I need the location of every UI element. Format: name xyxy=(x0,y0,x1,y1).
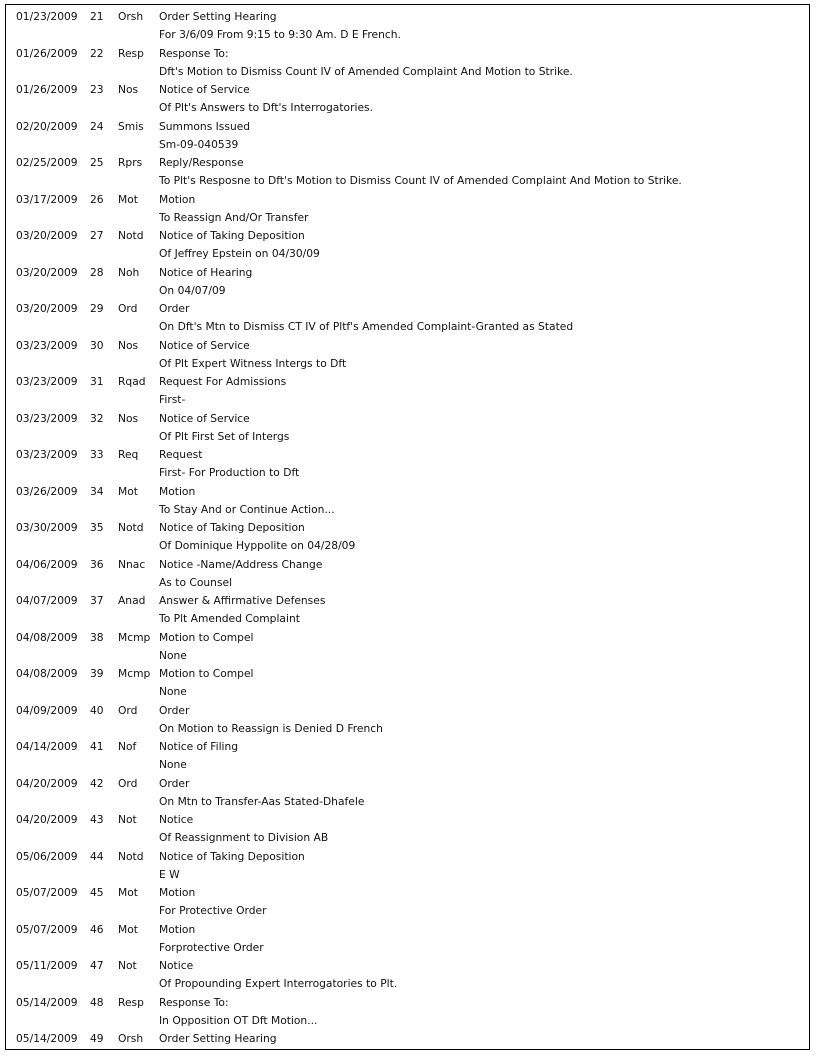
entry-number: 22 xyxy=(90,46,104,60)
entry-date: 05/14/2009 xyxy=(16,1032,78,1045)
docket-entry xyxy=(6,556,809,593)
entry-detail: To Plt Amended Complaint xyxy=(159,612,300,626)
entry-number: 44 xyxy=(90,849,104,863)
entry-description: Notice -Name/Address Change xyxy=(159,557,323,571)
entry-detail-line xyxy=(6,428,809,446)
entry-main-line xyxy=(6,848,809,866)
entry-detail: On Motion to Reassign is Denied D French xyxy=(159,721,383,735)
docket-entry xyxy=(6,300,809,337)
entry-main-line xyxy=(6,483,809,501)
entry-detail: Of Plt Expert Witness Intergs to Dft xyxy=(159,356,347,370)
entry-main-line xyxy=(6,519,809,537)
entry-detail-line xyxy=(6,720,809,738)
entry-main-line xyxy=(6,702,809,720)
entry-date: 05/14/2009 xyxy=(16,995,78,1009)
entry-code: Ord xyxy=(118,703,138,717)
entry-date: 04/08/2009 xyxy=(16,630,78,644)
entry-number: 30 xyxy=(90,338,104,352)
entry-detail-line xyxy=(6,99,809,117)
entry-number: 29 xyxy=(90,302,104,315)
entry-date: 01/26/2009 xyxy=(16,46,78,60)
entry-code: Notd xyxy=(118,521,144,534)
entry-detail-line xyxy=(6,318,809,336)
entry-detail: Of Reassignment to Division AB xyxy=(159,831,329,845)
docket-entry xyxy=(6,118,809,155)
docket-entry xyxy=(6,81,809,118)
entry-detail: On 04/07/09 xyxy=(159,283,226,297)
entry-detail: Dft's Motion to Dismiss Count IV of Amended Complaint And Motion to Strike. xyxy=(159,64,573,78)
entry-date: 03/23/2009 xyxy=(16,448,78,461)
entry-code: Notd xyxy=(118,849,144,863)
entry-code: Resp xyxy=(118,995,144,1009)
entry-date: 05/11/2009 xyxy=(16,959,78,972)
entry-date: 04/20/2009 xyxy=(16,776,78,790)
entry-description: Motion xyxy=(159,922,196,936)
entry-date: 04/20/2009 xyxy=(16,813,78,826)
docket-entry xyxy=(6,373,809,410)
docket-entry xyxy=(6,8,809,45)
entry-description: Notice of Filing xyxy=(159,740,239,753)
docket-entry xyxy=(6,1030,809,1048)
entry-code: Orsh xyxy=(118,1032,144,1045)
entry-number: 37 xyxy=(90,594,104,607)
entry-number: 25 xyxy=(90,156,104,169)
entry-number: 38 xyxy=(90,630,104,644)
entry-detail: Of Dominique Hyppolite on 04/28/09 xyxy=(159,539,356,553)
entry-number: 32 xyxy=(90,411,104,425)
entry-code: Ord xyxy=(118,302,138,315)
entry-detail-line xyxy=(6,975,809,993)
docket-entry xyxy=(6,665,809,702)
entry-main-line xyxy=(6,629,809,647)
docket-entry xyxy=(6,154,809,191)
entry-date: 03/17/2009 xyxy=(16,192,78,206)
entry-detail-line xyxy=(6,209,809,227)
entry-detail-line xyxy=(6,902,809,920)
entry-detail: Of Jeffrey Epstein on 04/30/09 xyxy=(159,247,320,261)
entry-code: Noh xyxy=(118,265,140,279)
entry-detail-line xyxy=(6,829,809,847)
entry-date: 04/08/2009 xyxy=(16,667,78,680)
entry-detail-line xyxy=(6,683,809,701)
entry-number: 24 xyxy=(90,119,104,133)
entry-description: Order xyxy=(159,703,190,717)
docket-list xyxy=(6,8,809,1048)
entry-detail: None xyxy=(159,648,187,662)
entry-date: 05/07/2009 xyxy=(16,922,78,936)
entry-main-line xyxy=(6,373,809,391)
entry-detail: First- xyxy=(159,393,186,407)
entry-main-line xyxy=(6,1030,809,1048)
entry-detail-line xyxy=(6,172,809,190)
entry-number: 26 xyxy=(90,192,104,206)
docket-entry xyxy=(6,337,809,374)
docket-entry xyxy=(6,483,809,520)
entry-detail-line xyxy=(6,245,809,263)
entry-main-line xyxy=(6,8,809,26)
entry-detail: To Reassign And/Or Transfer xyxy=(159,210,309,224)
entry-code: Orsh xyxy=(118,10,144,23)
entry-number: 42 xyxy=(90,776,104,790)
entry-number: 39 xyxy=(90,667,104,680)
entry-code: Nos xyxy=(118,83,139,96)
entry-date: 03/23/2009 xyxy=(16,411,78,425)
entry-code: Req xyxy=(118,448,139,461)
entry-code: Anad xyxy=(118,594,146,607)
docket-entry xyxy=(6,592,809,629)
entry-description: Notice of Service xyxy=(159,338,250,352)
entry-main-line xyxy=(6,957,809,975)
entry-main-line xyxy=(6,45,809,63)
entry-date: 02/20/2009 xyxy=(16,119,78,133)
entry-code: Mot xyxy=(118,886,138,899)
entry-date: 01/26/2009 xyxy=(16,83,78,96)
entry-date: 03/26/2009 xyxy=(16,484,78,498)
entry-description: Notice of Taking Deposition xyxy=(159,521,305,534)
entry-number: 34 xyxy=(90,484,104,498)
entry-number: 43 xyxy=(90,813,104,826)
entry-main-line xyxy=(6,884,809,902)
entry-main-line xyxy=(6,410,809,428)
entry-detail: First- For Production to Dft xyxy=(159,466,300,480)
entry-number: 23 xyxy=(90,83,104,96)
entry-main-line xyxy=(6,118,809,136)
entry-description: Order xyxy=(159,776,190,790)
entry-main-line xyxy=(6,994,809,1012)
entry-date: 04/07/2009 xyxy=(16,594,78,607)
entry-description: Request For Admissions xyxy=(159,375,287,388)
entry-detail: As to Counsel xyxy=(159,575,233,589)
entry-description: Response To: xyxy=(159,995,229,1009)
entry-description: Motion xyxy=(159,484,196,498)
entry-number: 28 xyxy=(90,265,104,279)
entry-code: Mot xyxy=(118,922,138,936)
entry-date: 03/20/2009 xyxy=(16,265,78,279)
entry-description: Notice of Hearing xyxy=(159,265,253,279)
entry-detail-line xyxy=(6,355,809,373)
entry-detail: On Mtn to Transfer-Aas Stated-Dhafele xyxy=(159,794,365,808)
entry-detail: Forprotective Order xyxy=(159,940,264,954)
entry-detail: Sm-09-040539 xyxy=(159,137,239,151)
entry-main-line xyxy=(6,446,809,464)
entry-detail: None xyxy=(159,758,187,772)
entry-main-line xyxy=(6,154,809,172)
entry-description: Notice of Taking Deposition xyxy=(159,229,305,242)
entry-code: Nof xyxy=(118,740,137,753)
docket-entry xyxy=(6,264,809,301)
docket-entry xyxy=(6,811,809,848)
docket-frame xyxy=(5,4,810,1050)
docket-entry xyxy=(6,410,809,447)
entry-main-line xyxy=(6,300,809,318)
docket-entry xyxy=(6,45,809,82)
entry-detail-line xyxy=(6,574,809,592)
entry-number: 41 xyxy=(90,740,104,753)
entry-number: 21 xyxy=(90,10,104,23)
entry-main-line xyxy=(6,811,809,829)
entry-number: 31 xyxy=(90,375,104,388)
entry-main-line xyxy=(6,592,809,610)
entry-main-line xyxy=(6,556,809,574)
entry-main-line xyxy=(6,191,809,209)
entry-main-line xyxy=(6,264,809,282)
entry-code: Not xyxy=(118,959,137,972)
entry-main-line xyxy=(6,738,809,756)
entry-date: 01/23/2009 xyxy=(16,10,78,23)
entry-description: Order Setting Hearing xyxy=(159,1032,277,1045)
entry-detail: E W xyxy=(159,867,180,881)
entry-detail: On Dft's Mtn to Dismiss CT IV of Pltf's Amended Complaint-Granted as Stated xyxy=(159,320,574,334)
entry-description: Answer & Affirmative Defenses xyxy=(159,594,326,607)
entry-description: Motion to Compel xyxy=(159,667,254,680)
docket-entry xyxy=(6,775,809,812)
docket-entry xyxy=(6,227,809,264)
entry-detail-line xyxy=(6,756,809,774)
entry-date: 03/20/2009 xyxy=(16,229,78,242)
entry-description: Request xyxy=(159,448,203,461)
entry-detail-line xyxy=(6,63,809,81)
entry-main-line xyxy=(6,227,809,245)
entry-code: Notd xyxy=(118,229,144,242)
entry-description: Notice of Taking Deposition xyxy=(159,849,305,863)
entry-number: 27 xyxy=(90,229,104,242)
entry-main-line xyxy=(6,775,809,793)
entry-code: Mcmp xyxy=(118,667,151,680)
entry-code: Nos xyxy=(118,411,139,425)
entry-detail-line xyxy=(6,647,809,665)
entry-code: Mot xyxy=(118,192,138,206)
entry-main-line xyxy=(6,337,809,355)
entry-description: Order Setting Hearing xyxy=(159,10,277,23)
entry-code: Smis xyxy=(118,119,144,133)
entry-code: Rqad xyxy=(118,375,146,388)
entry-description: Notice xyxy=(159,813,194,826)
entry-date: 03/23/2009 xyxy=(16,338,78,352)
entry-code: Rprs xyxy=(118,156,143,169)
entry-code: Mot xyxy=(118,484,138,498)
entry-code: Mcmp xyxy=(118,630,151,644)
docket-entry xyxy=(6,519,809,556)
entry-main-line xyxy=(6,921,809,939)
entry-description: Notice of Service xyxy=(159,83,250,96)
entry-date: 03/20/2009 xyxy=(16,302,78,315)
entry-detail: For 3/6/09 From 9:15 to 9:30 Am. D E French. xyxy=(159,28,401,42)
entry-code: Nos xyxy=(118,338,139,352)
entry-number: 35 xyxy=(90,521,104,534)
entry-description: Motion xyxy=(159,192,196,206)
entry-description: Notice of Service xyxy=(159,411,250,425)
docket-entry xyxy=(6,884,809,921)
entry-description: Reply/Response xyxy=(159,156,244,169)
docket-entry xyxy=(6,848,809,885)
docket-entry xyxy=(6,191,809,228)
entry-detail-line xyxy=(6,282,809,300)
entry-number: 45 xyxy=(90,886,104,899)
entry-detail: Of Plt First Set of Intergs xyxy=(159,429,290,443)
docket-entry xyxy=(6,738,809,775)
entry-date: 02/25/2009 xyxy=(16,156,78,169)
entry-description: Summons Issued xyxy=(159,119,251,133)
entry-date: 04/14/2009 xyxy=(16,740,78,753)
entry-detail-line xyxy=(6,26,809,44)
entry-detail: In Opposition OT Dft Motion... xyxy=(159,1013,318,1027)
entry-code: Ord xyxy=(118,776,138,790)
entry-detail: Of Propounding Expert Interrogatories to Plt. xyxy=(159,977,398,991)
entry-detail-line xyxy=(6,793,809,811)
entry-detail-line xyxy=(6,939,809,957)
entry-date: 05/06/2009 xyxy=(16,849,78,863)
entry-description: Motion xyxy=(159,886,196,899)
entry-number: 47 xyxy=(90,959,104,972)
entry-detail-line xyxy=(6,391,809,409)
docket-entry xyxy=(6,994,809,1031)
entry-date: 03/30/2009 xyxy=(16,521,78,534)
docket-entry xyxy=(6,702,809,739)
entry-description: Motion to Compel xyxy=(159,630,254,644)
docket-entry xyxy=(6,957,809,994)
entry-number: 36 xyxy=(90,557,104,571)
entry-number: 49 xyxy=(90,1032,104,1045)
docket-entry xyxy=(6,446,809,483)
entry-detail-line xyxy=(6,537,809,555)
entry-date: 03/23/2009 xyxy=(16,375,78,388)
entry-main-line xyxy=(6,81,809,99)
docket-entry xyxy=(6,629,809,666)
entry-detail: Of Plt's Answers to Dft's Interrogatories. xyxy=(159,101,373,115)
entry-code: Not xyxy=(118,813,137,826)
entry-code: Resp xyxy=(118,46,144,60)
entry-detail: None xyxy=(159,685,187,699)
entry-date: 05/07/2009 xyxy=(16,886,78,899)
entry-detail-line xyxy=(6,464,809,482)
entry-detail: For Protective Order xyxy=(159,904,267,918)
entry-description: Response To: xyxy=(159,46,229,60)
entry-number: 33 xyxy=(90,448,104,461)
docket-entry xyxy=(6,921,809,958)
entry-number: 46 xyxy=(90,922,104,936)
entry-detail: To Stay And or Continue Action... xyxy=(159,502,335,516)
entry-main-line xyxy=(6,665,809,683)
entry-number: 40 xyxy=(90,703,104,717)
entry-number: 48 xyxy=(90,995,104,1009)
entry-detail: To Plt's Resposne to Dft's Motion to Dismiss Count IV of Amended Complaint And Motion to Strike. xyxy=(159,174,682,188)
entry-detail-line xyxy=(6,1012,809,1030)
entry-detail-line xyxy=(6,866,809,884)
entry-description: Notice xyxy=(159,959,194,972)
entry-code: Nnac xyxy=(118,557,146,571)
entry-detail-line xyxy=(6,610,809,628)
entry-detail-line xyxy=(6,136,809,154)
entry-date: 04/06/2009 xyxy=(16,557,78,571)
entry-detail-line xyxy=(6,501,809,519)
entry-description: Order xyxy=(159,302,190,315)
entry-date: 04/09/2009 xyxy=(16,703,78,717)
